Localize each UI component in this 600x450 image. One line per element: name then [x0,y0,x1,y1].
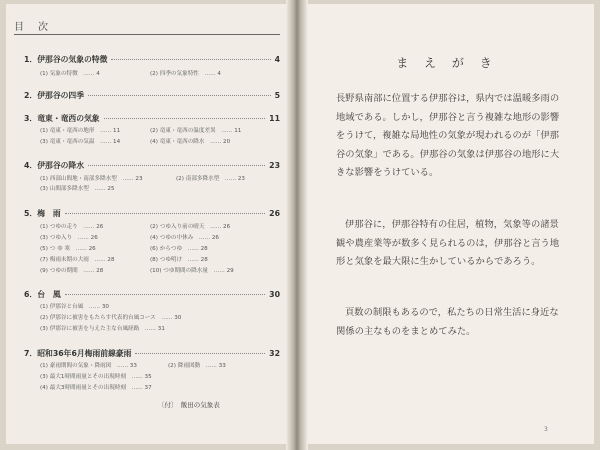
toc-section [24,348,280,359]
preface-content [300,4,594,444]
toc-section [24,160,280,171]
toc-leader-dots [88,165,265,166]
toc-appendix: 〔付〕 飯田の気象表 [158,401,220,409]
toc-subitem: (1) 竜東・竜西の地形 …… 11 [40,128,121,134]
toc-subitem: (3) つゆ入り …… 26 [40,235,98,241]
toc-section-page: 5 [274,91,280,100]
toc-leader-dots [135,353,265,354]
toc-section-page: 32 [269,349,280,358]
preface-paragraph: 長野県南部に位置する伊那谷は，県内では温暖多雨の地域である。しかし，伊那谷と言う複雑な地形の影響をうけて，複雑な局地性の気象が現われるのが「伊那谷の気象」である。伊那谷の気象は伊那谷の地形に大きな影響をうけている。 [336,93,560,178]
toc-section-title: 5．梅 雨 [24,209,61,218]
toc-heading: 目 次 [14,22,50,33]
toc-section [24,90,280,101]
toc-subitem: (2) 南部多降水型 …… 23 [176,176,245,182]
toc-leader-dots [104,118,266,119]
toc-subitem: (2) つゆ入り前の晴天 …… 26 [150,224,231,230]
page-number: 3 [544,426,548,433]
toc-subitem: (4) 竜東・竜西の降水 …… 20 [150,139,231,145]
toc-leader-dots [65,294,266,295]
preface-paragraph: 伊那谷に，伊那谷特有の住居，植物，気象等の諸景観や農産業等が数多く見られるのは，伊那谷と言う地形と気象を最大限に生かしているからであろう。 [336,219,560,267]
toc-subitem: (10) つゆ期間の降水量 …… 29 [150,268,234,274]
toc-subitem: (8) つゆ明け …… 28 [150,257,208,263]
toc-subitem: (2) 降雨図動 …… 33 [168,363,226,369]
toc-leader-dots [65,213,266,214]
toc-section [24,113,280,124]
toc-divider [14,34,280,35]
toc-subitem: (1) 伊那谷と台風 …… 30 [40,304,109,310]
toc-subitem: (7) 梅雨末期の大雨 …… 28 [40,257,115,263]
toc-section-title: 3．竜東・竜西の気象 [24,114,100,123]
toc-section-page: 11 [269,114,280,123]
toc-section-title: 6．台 風 [24,290,61,299]
preface-title: ま え が き [396,56,498,70]
toc-section [24,54,280,65]
toc-subitem: (4) 最大3時間雨量とその出現時刻 …… 37 [40,385,152,391]
toc-section-page: 26 [269,209,280,218]
toc-section [24,208,280,219]
toc-leader-dots [111,59,270,60]
toc-subitem: (3) 伊那谷に被害を与えた主な台風経路 …… 31 [40,326,165,332]
toc-section-title: 1．伊那谷の気象の特徴 [24,55,108,64]
preface-paragraph: 頁数の制限もあるので，私たちの日常生活に身近な関係の主なものをまとめてみた。 [336,307,559,337]
toc-subitem: (6) からつゆ …… 28 [150,246,208,252]
toc-subitem: (2) 竜東・竜西の温度差異 …… 11 [150,128,242,134]
toc-subitem: (1) 気象の特徴 …… 4 [40,71,100,77]
toc-subitem: (9) つゆの期間 …… 28 [40,268,104,274]
toc-subitem: (2) 伊那谷に被害をもたらす代表的台風コース …… 30 [40,315,182,321]
toc-subitem: (3) 竜東・竜西の気温 …… 14 [40,139,121,145]
toc-subitem: (3) 山間部多降水型 …… 25 [40,186,115,192]
toc-leader-dots [88,95,271,96]
toc-section-title: 7．昭和36年6月梅雨前線豪雨 [24,349,132,358]
toc-subitem: (5) つ ゆ 寒 …… 26 [40,246,96,252]
toc-section-page: 30 [269,290,280,299]
toc-subitem: (1) つゆの走り …… 26 [40,224,104,230]
toc-subitem: (1) 西部山間地・南部多降水型 …… 23 [40,176,143,182]
toc-section-page: 4 [274,55,280,64]
toc-subitem: (1) 豪雨期間の気象・降雨図 …… 33 [40,363,137,369]
toc-subitem: (4) つゆの中休み …… 26 [150,235,219,241]
toc-section [24,289,280,300]
toc-section-page: 23 [269,161,280,170]
toc-section-title: 4．伊那谷の降水 [24,161,85,170]
toc-section-title: 2．伊那谷の四季 [24,91,85,100]
toc-subitem: (3) 最大1時間雨量とその出現時刻 …… 35 [40,374,152,380]
toc-subitem: (2) 四季の気象特性 …… 4 [150,71,221,77]
